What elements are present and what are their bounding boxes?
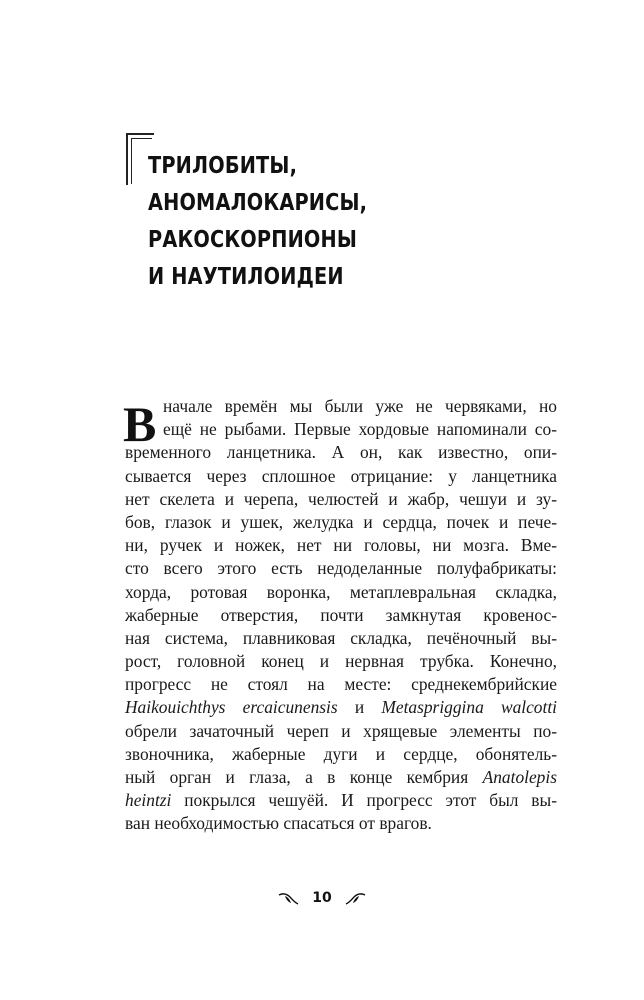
leaf-ornament-right-icon <box>344 890 366 906</box>
text-line-content: временного ланцетника. А он, как известно, опи- <box>125 442 557 463</box>
text-line-content: ван необходимостью спасаться от врагов. <box>125 813 432 834</box>
text-line <box>125 604 557 627</box>
text-line <box>125 627 557 650</box>
text-line-content: ещё не рыбами. Первые хордовые напоминали со- <box>163 419 557 440</box>
text-line-content: рост, головной конец и нервная трубка. Конечно, <box>125 651 557 672</box>
text-line-content: жаберные отверстия, почти замкнутая кровенос- <box>125 604 557 625</box>
text-line <box>125 395 557 418</box>
text-line-content <box>125 696 557 719</box>
species-name: heintzi <box>125 790 172 811</box>
text-line <box>125 488 557 511</box>
text-line-content: нет скелета и черепа, челюстей и жабр, чешуи и зу- <box>125 488 557 509</box>
body-paragraph <box>125 395 557 836</box>
text-line-content: бов, глазок и ушек, желудка и сердца, почек и пече- <box>125 511 557 532</box>
text-line <box>125 673 557 696</box>
text-line <box>125 441 557 464</box>
species-name: Anatolepis <box>482 767 557 787</box>
species-name: Metaspriggina walcotti <box>381 697 558 718</box>
text-line-content: сто всего этого есть недоделанные полуфабрикаты: <box>125 558 557 579</box>
text-line <box>125 812 557 835</box>
text-line-content: прогресс не стоял на месте: среднекембрийские <box>125 674 557 695</box>
text-line-content: сывается через сплошное отрицание: у ланцетника <box>125 465 557 486</box>
species-name: Haikouichthys ercaicunensis <box>125 697 338 718</box>
text-line-content: ни, ручек и ножек, нет ни головы, ни мозга. Вме- <box>125 535 557 556</box>
text-line <box>125 650 557 673</box>
text-line <box>125 696 557 719</box>
text-line-content: начале времён мы были уже не червяками, но <box>163 396 557 416</box>
text-line <box>125 743 557 766</box>
text-line-content <box>125 789 557 812</box>
chapter-title-line: ТРИЛОБИТЫ, <box>148 153 298 179</box>
text-line-content <box>125 766 557 789</box>
text-line-content: ная система, плавниковая складка, печёночный вы- <box>125 627 557 648</box>
text-line <box>125 418 557 441</box>
page-number: 10 <box>312 890 332 906</box>
conjunction-text: и <box>337 697 382 718</box>
text-line <box>125 511 557 534</box>
text-line <box>125 720 557 743</box>
chapter-title-line: И НАУТИЛОИДЕИ <box>148 264 344 290</box>
text-line <box>125 581 557 604</box>
text-segment: ный орган и глаза, а в конце кембрия <box>125 767 469 787</box>
drop-cap: В <box>123 396 157 452</box>
text-line <box>125 465 557 488</box>
leaf-ornament-left-icon <box>278 890 300 906</box>
chapter-title <box>148 148 568 296</box>
chapter-title-line: АНОМАЛОКАРИСЫ, <box>148 190 368 216</box>
text-segment: покрылся чешуёй. И прогресс этот был вы- <box>171 790 557 811</box>
text-line-content: звоночника, жаберные дуги и сердце, обонятель- <box>125 743 557 764</box>
text-line-content: хорда, ротовая воронка, метаплевральная складка, <box>125 581 557 602</box>
text-line <box>125 789 557 812</box>
page-footer <box>0 890 644 910</box>
text-line <box>125 534 557 557</box>
text-line <box>125 557 557 580</box>
text-line-content: обрели зачаточный череп и хрящевые элементы по- <box>125 720 557 741</box>
chapter-title-line: РАКОСКОРПИОНЫ <box>148 227 358 253</box>
text-line <box>125 766 557 789</box>
